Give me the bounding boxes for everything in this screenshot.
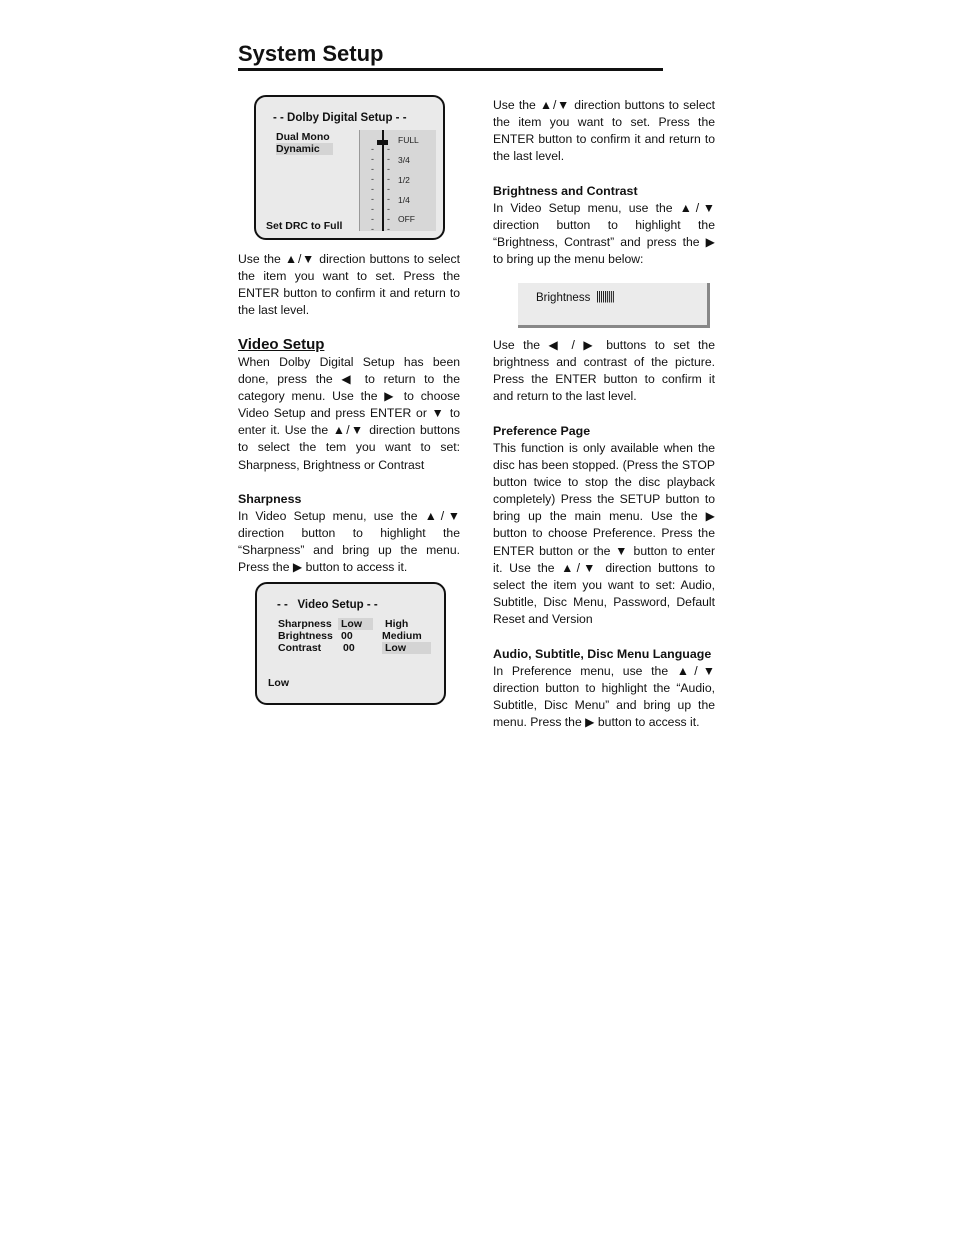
video-osd-value-brightness: 00	[341, 630, 353, 642]
dolby-osd-title: - - Dolby Digital Setup - -	[273, 112, 407, 124]
video-osd-label-brightness: Brightness	[278, 630, 333, 642]
left-paragraph-2: When Dolby Digital Setup has been done, press the ◀ to return to the category menu. Use the ▶ to choose Video Setup and press ENTER or ▼ to enter it. Use the ▲/▼ direction buttons to select the tem you want to set: Sharpness, Brightness or Contrast	[238, 355, 460, 472]
dolby-digital-setup-osd	[254, 95, 445, 240]
right-paragraph-3: Use the ◀ / ▶ buttons to set the brightness and contrast of the picture. Press the ENTER button to confirm it and return to the last level.	[493, 338, 715, 404]
dolby-osd-footer: Set DRC to Full	[266, 220, 343, 232]
video-osd-value-contrast: 00	[343, 642, 355, 654]
dolby-osd-item-dynamic: Dynamic	[276, 143, 333, 155]
drc-level-full: FULL	[398, 135, 419, 145]
video-osd-option-medium: Medium	[382, 630, 422, 642]
right-paragraph-5: In Preference menu, use the ▲/▼ direction button to highlight the “Audio, Subtitle, Disc Menu” and bring up the menu. Press the ▶ button to access it.	[493, 664, 715, 730]
brightness-level-bars: |||||||||	[596, 291, 614, 303]
video-osd-label-sharpness: Sharpness	[278, 618, 332, 630]
dolby-osd-item-dual-mono: Dual Mono	[276, 131, 330, 143]
right-paragraph-2: In Video Setup menu, use the ▲/▼ direction button to highlight the “Brightness, Contrast” and press the ▶ to bring up the menu below:	[493, 201, 715, 267]
drc-slider-panel	[359, 130, 436, 234]
drc-level-3-4: 3/4	[398, 155, 410, 165]
preference-page-heading: Preference Page	[493, 424, 591, 438]
drc-slider-ticks-left: - - - - - - - - -	[371, 144, 374, 234]
audio-subtitle-disc-menu-heading: Audio, Subtitle, Disc Menu Language	[493, 647, 712, 661]
left-paragraph-1: Use the ▲/▼ direction buttons to select the item you want to set. Press the ENTER button to confirm it and return to the last level.	[238, 252, 460, 318]
sharpness-heading: Sharpness	[238, 492, 302, 506]
drc-level-off: OFF	[398, 214, 415, 224]
drc-level-1-4: 1/4	[398, 195, 410, 205]
video-osd-label-contrast: Contrast	[278, 642, 322, 654]
video-osd-footer: Low	[268, 677, 289, 689]
video-osd-option-high: High	[385, 618, 409, 630]
video-osd-title: - - Video Setup - -	[277, 599, 378, 611]
video-osd-value-sharpness: Low	[338, 618, 373, 630]
page-title: System Setup	[238, 40, 663, 71]
right-paragraph-4: This function is only available when the disc has been stopped. (Press the STOP button twice to stop the disc playback completely) Press the SETUP button to bring up the main menu. Use the ▶ button to choose Preference. Press the ENTER button or the ▼ button to enter it. Use the ▲/▼ direction buttons to select the item you want to set: Audio, Subtitle, Disc Menu, Password, Default Reset and Version	[493, 441, 715, 626]
video-setup-osd	[255, 582, 446, 705]
left-paragraph-3: In Video Setup menu, use the ▲/▼ direction button to highlight the “Sharpness” and bring up the menu. Press the ▶ button to access it.	[238, 509, 460, 575]
brightness-osd-label: Brightness	[536, 292, 591, 304]
drc-slider-track	[382, 130, 384, 231]
drc-level-1-2: 1/2	[398, 175, 410, 185]
video-setup-heading: Video Setup	[238, 336, 325, 353]
drc-slider-ticks-right: - - - - - - - - -	[387, 144, 390, 234]
right-paragraph-1: Use the ▲/▼ direction buttons to select the item you want to set. Press the ENTER button to confirm it and return to the last level.	[493, 98, 715, 164]
video-osd-option-low: Low	[382, 642, 431, 654]
brightness-osd	[518, 283, 710, 328]
brightness-contrast-heading: Brightness and Contrast	[493, 184, 638, 198]
